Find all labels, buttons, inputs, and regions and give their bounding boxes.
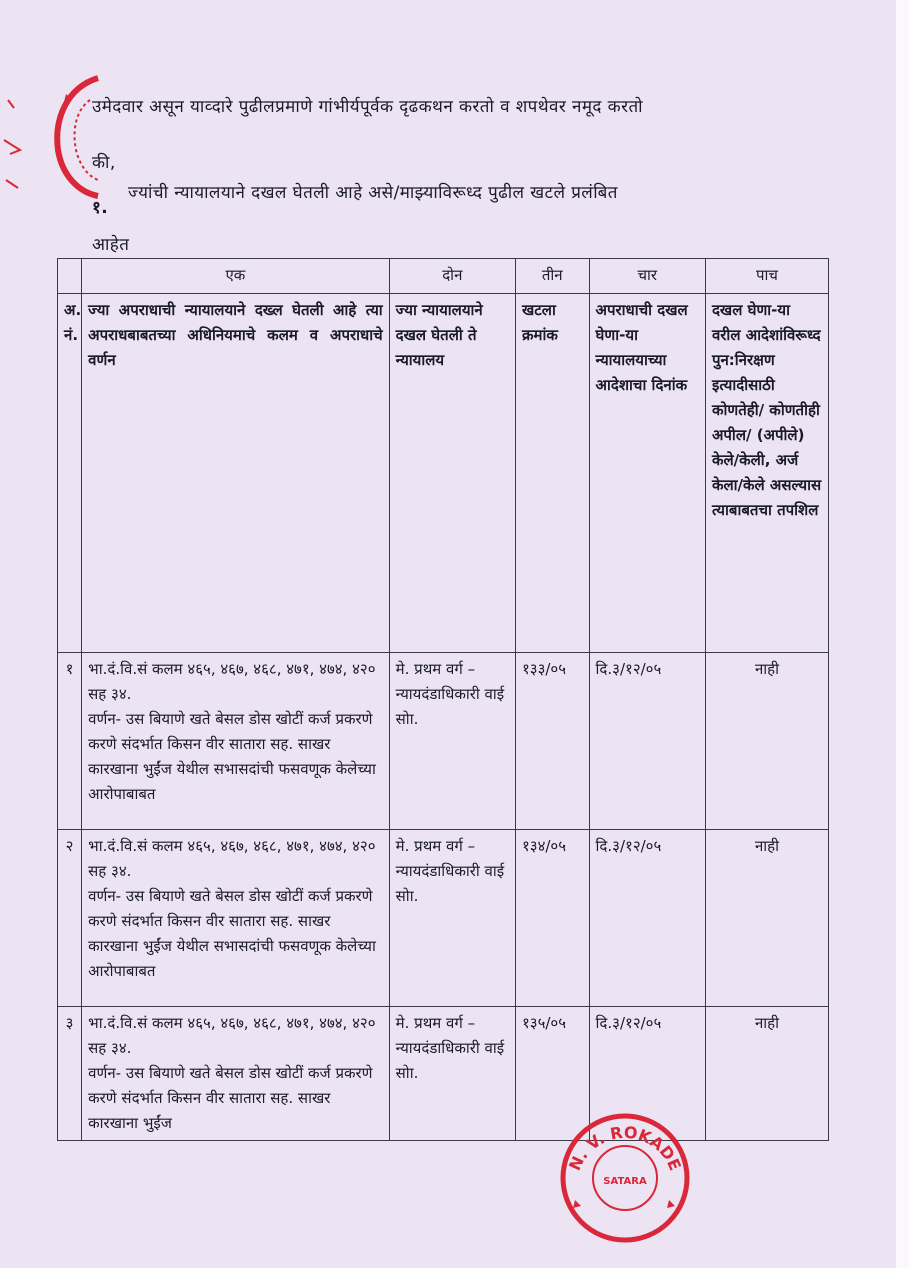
header-row: [58, 294, 829, 653]
column-number-4: चार: [589, 259, 705, 294]
column-number-row: [58, 259, 829, 294]
row-description: वर्णन- उस बियाणे खते बेसल डोस खोटीं कर्ज प्रकरणे करणे संदर्भात किसन वीर सातारा सह. साखर कारखाना भुईंज: [88, 1064, 373, 1132]
intro-line-2: की,: [92, 153, 116, 173]
intro-line-1: उमेदवार असून याव्दारे पुढीलप्रमाणे गांभीर्यपूर्वक दृढकथन करतो व शपथेवर नमूद करतो: [92, 97, 643, 117]
cases-table: [57, 258, 829, 1141]
column-number-5: पाच: [705, 259, 828, 294]
row-sections: भा.दं.वि.सं कलम ४६५, ४६७, ४६८, ४७१, ४७४, ४२० सह ३४.: [88, 660, 376, 703]
row-appeal: नाही: [705, 830, 828, 1007]
stamp-name-text: N. V. ROKADE: [565, 1122, 685, 1174]
row-serial: २: [58, 830, 82, 1007]
header-order-date: अपराधाची दखल घेणा-या न्यायालयाच्या आदेशाचा दिनांक: [589, 294, 705, 653]
column-number-1: एक: [82, 259, 390, 294]
row-court: मे. प्रथम वर्ग – न्यायदंडाधिकारी वाई सोा.: [389, 653, 515, 830]
row-date: दि.३/१२/०५: [589, 1007, 705, 1141]
column-number-blank: [58, 259, 82, 294]
row-appeal: नाही: [705, 1007, 828, 1141]
row-case-no: १३३/०५: [515, 653, 589, 830]
header-court: ज्या न्यायालयाने दखल घेतली ते न्यायालय: [389, 294, 515, 653]
table-row: [58, 830, 829, 1007]
table-row: [58, 653, 829, 830]
row-case-no: १३५/०५: [515, 1007, 589, 1141]
page-edge: [896, 0, 909, 1268]
item-number: १.: [92, 198, 109, 218]
row-court: मे. प्रथम वर्ग – न्यायदंडाधिकारी वाई सोा.: [389, 830, 515, 1007]
table-row: [58, 1007, 829, 1141]
row-offence: [82, 653, 390, 830]
row-date: दि.३/१२/०५: [589, 830, 705, 1007]
header-serial: अ. नं.: [58, 294, 82, 653]
row-serial: ३: [58, 1007, 82, 1141]
column-number-3: तीन: [515, 259, 589, 294]
row-date: दि.३/१२/०५: [589, 653, 705, 830]
header-appeal: दखल घेणा-या वरील आदेशांविरूध्द पुन:निरक्षण इत्यादीसाठी कोणतेही/ कोणतीही अपील/ (अपीले) केले/केली, अर्ज केला/केले असल्यास त्याबाबतचा तपशिल: [705, 294, 828, 653]
item-text: ज्यांची न्यायालयाने दखल घेतली आहे असे/माझ्याविरूध्द पुढील खटले प्रलंबित: [128, 183, 618, 203]
advocate-seal-stamp: [555, 1108, 695, 1248]
row-offence: [82, 830, 390, 1007]
item-text-continued: आहेत: [92, 235, 130, 255]
row-court: मे. प्रथम वर्ग – न्यायदंडाधिकारी वाई सोा.: [389, 1007, 515, 1141]
row-offence: [82, 1007, 390, 1141]
row-description: वर्णन- उस बियाणे खते बेसल डोस खोटीं कर्ज प्रकरणे करणे संदर्भात किसन वीर सातारा सह. साखर कारखाना भुईंज येथील सभासदांची फसवणूक केलेच्या आरोपाबाबत: [88, 887, 376, 980]
stamp-city-text: SATARA: [603, 1176, 647, 1187]
row-appeal: नाही: [705, 653, 828, 830]
row-sections: भा.दं.वि.सं कलम ४६५, ४६७, ४६८, ४७१, ४७४, ४२० सह ३४.: [88, 837, 376, 880]
header-case-no: खटला क्रमांक: [515, 294, 589, 653]
row-serial: १: [58, 653, 82, 830]
seal-stamp-partial: [46, 70, 106, 200]
row-case-no: १३४/०५: [515, 830, 589, 1007]
margin-stamp-mark: [0, 80, 50, 200]
row-sections: भा.दं.वि.सं कलम ४६५, ४६७, ४६८, ४७१, ४७४, ४२० सह ३४.: [88, 1014, 376, 1057]
row-description: वर्णन- उस बियाणे खते बेसल डोस खोटीं कर्ज प्रकरणे करणे संदर्भात किसन वीर सातारा सह. साखर कारखाना भुईंज येथील सभासदांची फसवणूक केलेच्या आरोपाबाबत: [88, 710, 376, 803]
header-offence: ज्या अपराधाची न्यायालयाने दख्ल घेतली आहे त्या अपराधबाबतच्या अधिनियमाचे कलम व अपराधाचे वर्णन: [82, 294, 390, 653]
column-number-2: दोन: [389, 259, 515, 294]
